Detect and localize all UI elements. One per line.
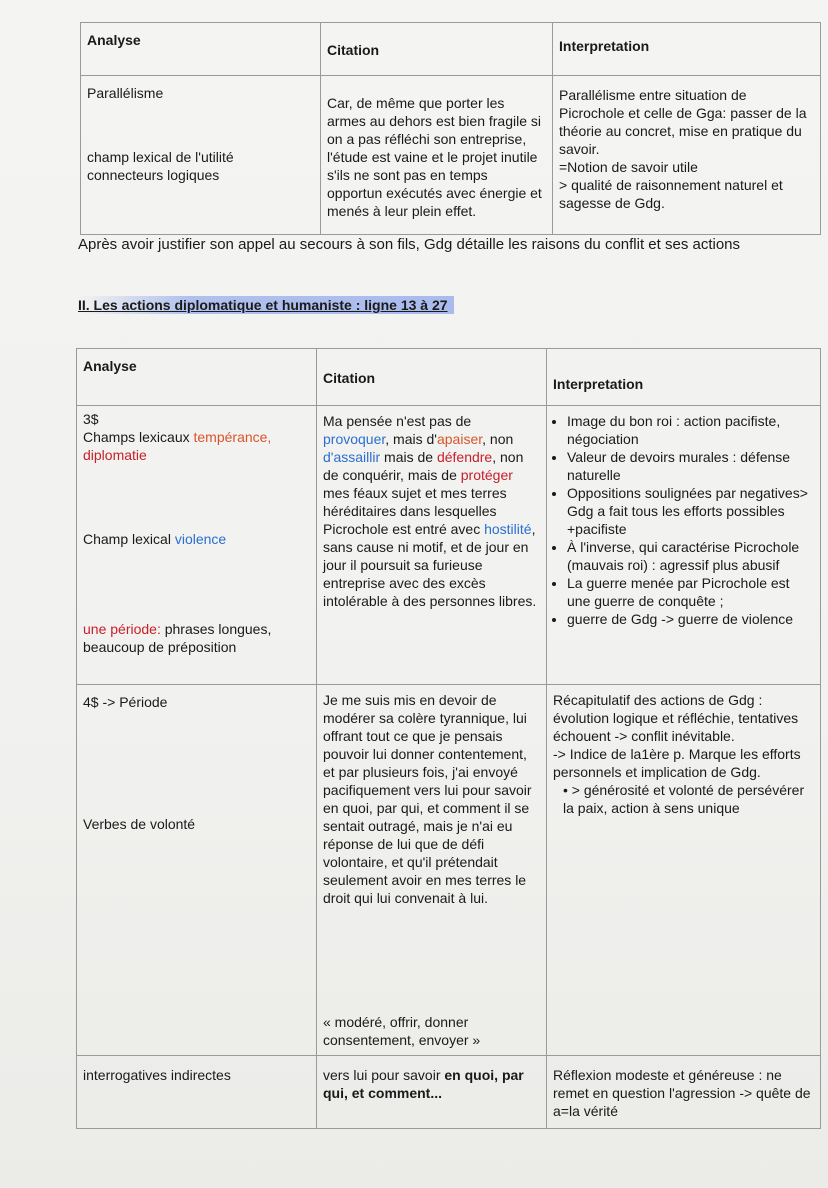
list-item: • La guerre menée par Picrochole est une guerre de conquête ; [567, 574, 814, 610]
cit-hostilite: hostilité [484, 521, 532, 537]
section-title: II. Les actions diplomatique et humaniste : ligne 13 à 27 [78, 296, 454, 314]
interpretation-list [553, 410, 814, 628]
citation-text: Je me suis mis en devoir de modérer sa colère tyrannique, lui offrant tout ce que je pensais pouvoir lui donner contentement, et par plusieurs fois, j'ai envoyé pacifiquement vers lui pour savoir en quoi, par qui, et comment il se sentait outragé, mais je n'ai eu réponse de lui que de défi volontaire, et qu'il prétendait seulement avoir en mes terres le droit qui lui convenait à lui. [323, 692, 532, 906]
list-item: • guerre de Gdg -> guerre de violence [567, 610, 814, 628]
table-row [81, 76, 821, 235]
periode-text: phrases longues, beaucoup de préposition [83, 621, 272, 655]
cit-part: mais de [380, 449, 437, 465]
table-row [77, 1056, 821, 1129]
cit-assaillir: d'assaillir [323, 449, 381, 465]
analyse-periode [83, 620, 310, 656]
cit-proteger: protéger [460, 467, 513, 483]
analyse-interrogatives: interrogatives indirectes [83, 1067, 231, 1083]
table-row [77, 406, 821, 685]
cit-part: vers lui pour savoir [323, 1067, 445, 1083]
periode-label: une période: [83, 621, 161, 637]
cit-defendre: défendre [436, 449, 493, 465]
citation-cell [317, 406, 547, 685]
header-analyse: Analyse [81, 23, 321, 76]
table-header-row [81, 23, 821, 76]
table-header-row [77, 349, 821, 406]
analysis-table-2 [76, 348, 821, 1129]
analyse-connecteurs: connecteurs logiques [87, 167, 220, 183]
intro-paragraph: Après avoir justifier son appel au secours à son fils, Gdg détaille les raisons du conflit et ses actions [78, 236, 741, 253]
list-item: • À l'inverse, qui caractérise Picrochole (mauvais roi) : agressif plus abusif [567, 538, 814, 574]
cit-part: , non [482, 431, 514, 447]
interp-parallelisme: Parallélisme entre situation de Picrochole et celle de Gga: passer de la théorie au concret, mise en pratique du savoir. [559, 87, 807, 157]
analyse-violence [83, 530, 310, 548]
list-item: • Valeur de devoirs murales : défense naturelle [567, 448, 814, 484]
violence-label: Champ lexical [83, 531, 175, 547]
header-interpretation: Interpretation [547, 349, 821, 406]
cit-bold: en quoi, par qui, et comment... [323, 1067, 524, 1101]
analyse-number: 3$ [83, 411, 99, 427]
citation-note: « modéré, offrir, donner consentement, envoyer » [323, 1014, 481, 1048]
analyse-verbes-volonte: Verbes de volonté [83, 816, 196, 832]
cit-part: mes féaux sujet et mes terres héréditaires dans lesquelles Picrochole est entré avec [323, 485, 507, 537]
analyse-parallelisme: Parallélisme [87, 85, 164, 101]
citation-text [323, 1060, 540, 1102]
table-row [77, 685, 821, 1056]
cit-part: , non de conquérir, mais de [323, 449, 524, 483]
lex-temperance: tempérance, [193, 429, 272, 445]
cit-part: , mais d' [385, 431, 437, 447]
analyse-champ-lexical: champ lexical de l'utilité [87, 149, 234, 165]
interp-generosite: • > générosité et volonté de persévérer la paix, action à sens unique [563, 782, 805, 816]
interp-savoir-utile: =Notion de savoir utile [559, 159, 698, 175]
lex-label: Champs lexicaux [83, 429, 194, 445]
citation-text [323, 410, 540, 610]
lex-violence: violence [174, 531, 227, 547]
citation-text: Car, de même que porter les armes au dehors est bien fragile si on a pas réfléchi son entreprise, l'étude est vaine et le projet inutile s'ils ne sont pas en temps opportun exécutés avec énergie et menés à leur plein effet. [327, 95, 542, 219]
cit-provoquer: provoquer [323, 431, 386, 447]
list-item: • Image du bon roi : action pacifiste, négociation [567, 412, 814, 448]
analysis-table-1 [80, 22, 821, 235]
header-analyse: Analyse [77, 349, 317, 406]
cit-part: , sans cause ni motif, et de jour en jour il poursuit sa furieuse entreprise avec des excès intolérable à des personnes libres. [323, 521, 537, 609]
analyse-champs-lexicaux [83, 428, 310, 446]
interp-reflexion: Réflexion modeste et généreuse : ne remet en question l'agression -> quête de a=la vérité [553, 1067, 811, 1119]
interp-indice: -> Indice de la1ère p. Marque les efforts personnels et implication de Gdg. [553, 746, 801, 780]
header-interpretation: Interpretation [553, 23, 821, 76]
cit-apaiser: apaiser [436, 431, 483, 447]
lex-diplomatie: diplomatie [83, 447, 147, 463]
interp-qualite: > qualité de raisonnement naturel et sagesse de Gdg. [559, 177, 783, 211]
header-citation: Citation [321, 23, 553, 76]
cit-part: Ma pensée n'est pas de [323, 413, 472, 429]
interpretation-cell [547, 406, 821, 685]
list-item: • Oppositions soulignées par negatives> Gdg a fait tous les efforts possibles +pacifiste [567, 484, 814, 538]
analyse-periode-4: 4$ -> Période [83, 694, 168, 710]
interp-recapitulatif: Récapitulatif des actions de Gdg : évolution logique et réfléchie, tentatives échouent -> conflit inévitable. [553, 692, 799, 744]
header-citation: Citation [317, 349, 547, 406]
